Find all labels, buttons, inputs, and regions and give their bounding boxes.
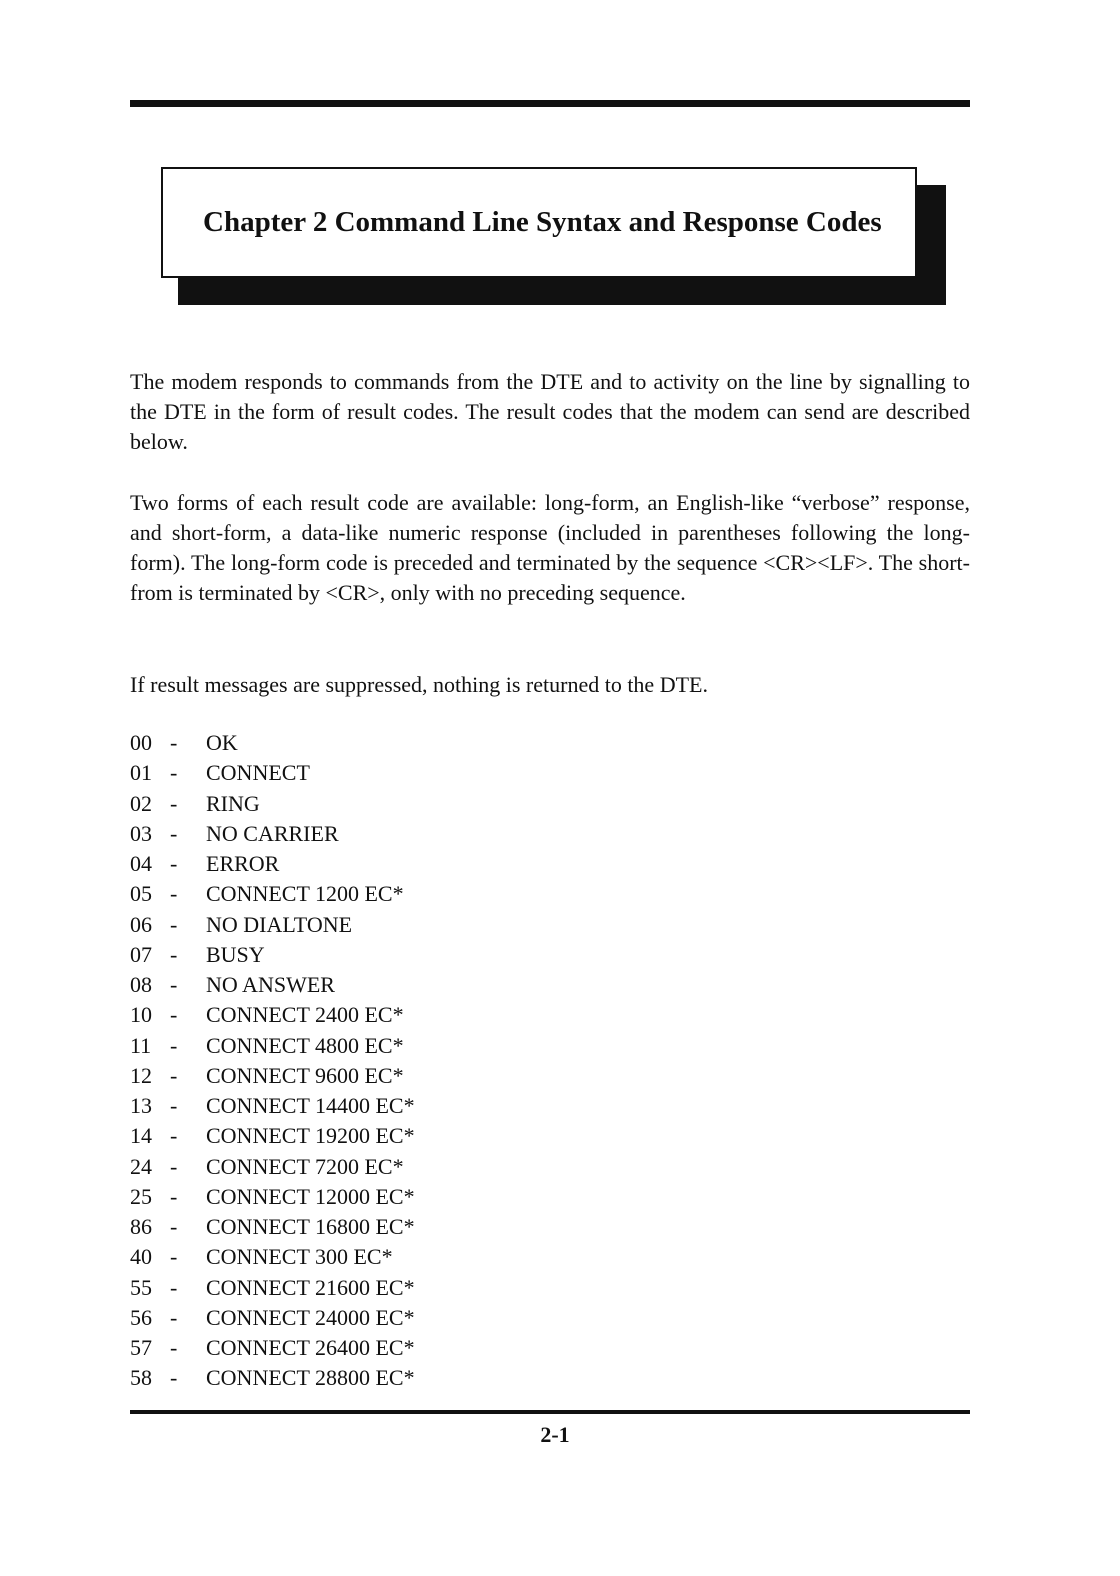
- result-code-row: [130, 1273, 415, 1303]
- result-code-message: BUSY: [206, 941, 265, 967]
- result-code-message: CONNECT 19200 EC*: [206, 1123, 415, 1149]
- result-code-message: CONNECT 12000 EC*: [206, 1183, 415, 1209]
- result-code-row: [130, 1000, 415, 1030]
- result-code-number: 13: [130, 1093, 152, 1118]
- result-code-row: [130, 1061, 415, 1091]
- result-code-number: 01: [130, 760, 152, 786]
- result-code-number: 14: [130, 1123, 152, 1149]
- result-code-message: CONNECT 7200 EC*: [206, 1153, 404, 1179]
- result-code-number: 08: [130, 972, 152, 997]
- result-code-separator: -: [170, 1304, 178, 1330]
- result-code-number: 07: [130, 941, 152, 967]
- result-code-separator: -: [170, 760, 178, 786]
- result-code-number: 86: [130, 1214, 152, 1239]
- result-code-separator: -: [170, 941, 178, 967]
- result-code-row: [130, 1333, 415, 1363]
- result-code-message: NO ANSWER: [206, 972, 335, 997]
- result-code-row: [130, 758, 415, 788]
- result-code-message: CONNECT 14400 EC*: [206, 1093, 415, 1118]
- result-code-separator: -: [170, 1093, 178, 1118]
- page-number: 2-1: [540, 1422, 570, 1447]
- result-code-separator: -: [170, 730, 178, 755]
- result-code-row: [130, 1121, 415, 1151]
- result-code-message: OK: [206, 730, 238, 755]
- result-code-number: 56: [130, 1304, 152, 1330]
- result-code-separator: -: [170, 972, 178, 997]
- result-code-number: 25: [130, 1183, 152, 1209]
- result-code-message: CONNECT 1200 EC*: [206, 881, 404, 907]
- result-code-message: CONNECT 26400 EC*: [206, 1335, 415, 1360]
- result-code-separator: -: [170, 1274, 178, 1300]
- result-code-separator: -: [170, 1335, 178, 1360]
- result-code-message: CONNECT 28800 EC*: [206, 1365, 415, 1391]
- result-code-separator: -: [170, 881, 178, 907]
- result-code-message: ERROR: [206, 851, 280, 876]
- result-code-list: [130, 728, 415, 1394]
- result-code-number: 03: [130, 820, 152, 846]
- result-code-message: CONNECT 24000 EC*: [206, 1304, 415, 1330]
- suppressed-messages-paragraph: If result messages are suppressed, nothing is returned to the DTE.: [130, 672, 708, 697]
- result-code-number: 06: [130, 911, 152, 937]
- result-code-message: CONNECT 16800 EC*: [206, 1214, 415, 1239]
- result-code-row: [130, 849, 415, 879]
- result-code-separator: -: [170, 1002, 178, 1028]
- result-code-row: [130, 728, 415, 758]
- result-code-separator: -: [170, 1062, 178, 1088]
- header-rule: [130, 100, 970, 107]
- result-code-separator: -: [170, 1123, 178, 1149]
- result-code-row: [130, 1031, 415, 1061]
- result-code-row: [130, 1212, 415, 1242]
- result-code-separator: -: [170, 1365, 178, 1391]
- result-code-row: [130, 879, 415, 909]
- result-code-separator: -: [170, 851, 178, 876]
- result-code-separator: -: [170, 820, 178, 846]
- result-code-number: 12: [130, 1062, 152, 1088]
- result-code-number: 04: [130, 851, 152, 876]
- result-code-separator: -: [170, 1183, 178, 1209]
- result-code-message: CONNECT 300 EC*: [206, 1244, 393, 1270]
- result-code-number: 57: [130, 1335, 152, 1360]
- result-code-message: CONNECT 9600 EC*: [206, 1062, 404, 1088]
- result-code-row: [130, 789, 415, 819]
- result-code-row: [130, 819, 415, 849]
- result-code-message: CONNECT 2400 EC*: [206, 1002, 404, 1028]
- result-code-row: [130, 1091, 415, 1121]
- result-code-number: 10: [130, 1002, 152, 1028]
- result-code-separator: -: [170, 1032, 178, 1058]
- result-code-number: 55: [130, 1274, 152, 1300]
- result-code-number: 58: [130, 1365, 152, 1391]
- result-code-number: 00: [130, 730, 152, 755]
- result-code-row: [130, 1363, 415, 1393]
- result-code-row: [130, 970, 415, 1000]
- result-forms-paragraph: Two forms of each result code are available: long-form, an English-like “verbose” response, and short-form, a data-like numeric response (included in parentheses following the long-form). The long-form code is preceded and terminated by the sequence <CR><LF>. The short-from is terminated by <CR>, only with no preceding sequence.: [130, 490, 970, 605]
- result-code-message: CONNECT 21600 EC*: [206, 1274, 415, 1300]
- result-code-message: CONNECT: [206, 760, 310, 786]
- intro-paragraph: The modem responds to commands from the DTE and to activity on the line by signalling to the DTE in the form of result codes. The result codes that the modem can send are described below.: [130, 369, 970, 454]
- result-code-separator: -: [170, 790, 178, 816]
- result-code-row: [130, 1303, 415, 1333]
- result-code-separator: -: [170, 1214, 178, 1239]
- result-code-message: CONNECT 4800 EC*: [206, 1032, 404, 1058]
- result-code-row: [130, 1152, 415, 1182]
- result-code-separator: -: [170, 1153, 178, 1179]
- result-code-row: [130, 1242, 415, 1272]
- chapter-heading-box: [161, 167, 917, 278]
- result-code-number: 05: [130, 881, 152, 907]
- result-code-message: RING: [206, 790, 260, 816]
- footer-rule: [130, 1410, 970, 1414]
- result-code-message: NO DIALTONE: [206, 911, 353, 937]
- result-code-number: 40: [130, 1244, 152, 1270]
- result-code-row: [130, 940, 415, 970]
- result-code-separator: -: [170, 911, 178, 937]
- result-code-separator: -: [170, 1244, 178, 1270]
- result-code-number: 02: [130, 790, 152, 816]
- chapter-title: Chapter 2 Command Line Syntax and Response Codes: [203, 206, 882, 238]
- result-code-number: 24: [130, 1153, 152, 1179]
- result-code-number: 11: [130, 1032, 152, 1058]
- result-code-row: [130, 910, 415, 940]
- result-code-row: [130, 1182, 415, 1212]
- result-code-message: NO CARRIER: [206, 820, 339, 846]
